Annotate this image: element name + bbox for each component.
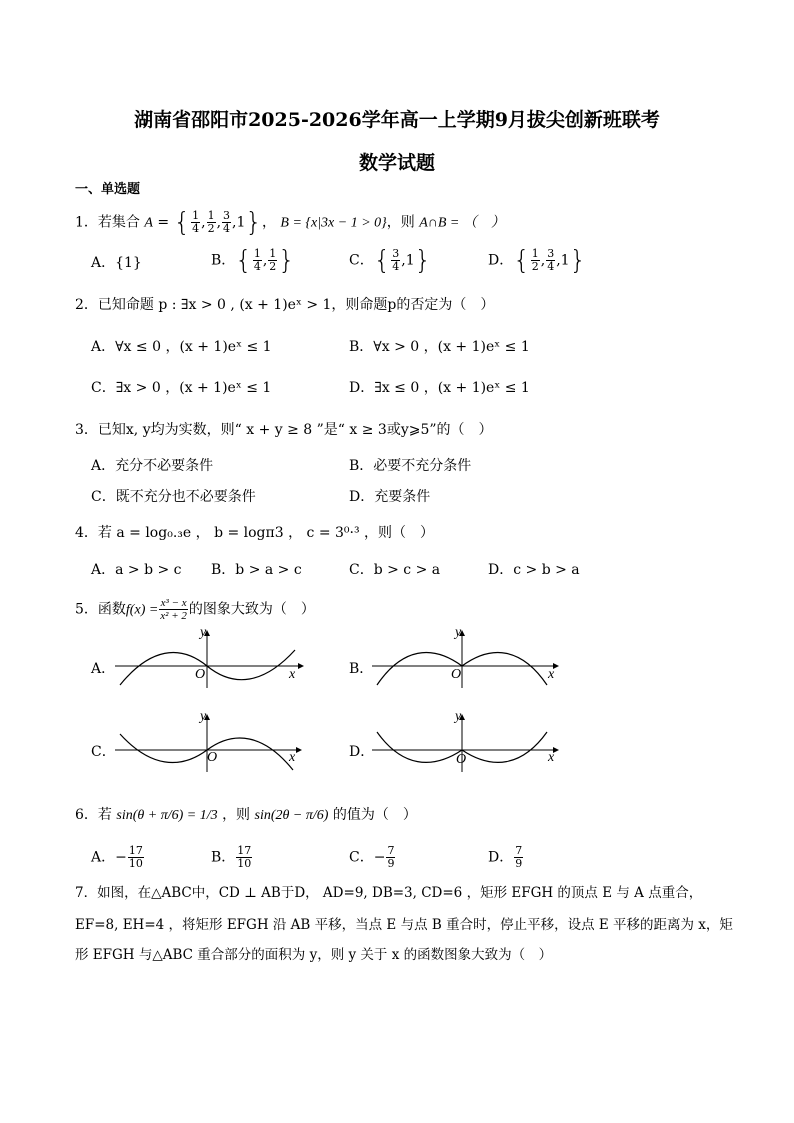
q5d-x-label: x [548, 750, 555, 765]
q6-eq2: sin(2θ − π/6) [254, 808, 329, 823]
q5b-origin: O [451, 667, 462, 682]
question-6 [75, 806, 417, 825]
q5-graph-d [372, 712, 562, 774]
q5-fraction: $\frac{\text{x³ − x}}{\text{x² + 2}}$ [160, 597, 187, 622]
q1-option-d: D．{ $\frac{1}{2}$ , $\frac{3}{4}$ ,1} [488, 245, 587, 276]
q5b-x-label: x [548, 667, 555, 682]
q5c-y-label: y [200, 709, 207, 724]
q4-option-a: A．a > b > c [91, 562, 182, 578]
q1-expr: A∩B = （ ） [419, 215, 505, 231]
question-5 [75, 597, 315, 622]
q5a-y-label: y [200, 625, 207, 640]
q5-option-c: C． [91, 744, 116, 760]
q3-option-b: B．必要不充分条件 [349, 458, 472, 474]
q5-stem-post: 的图象大致为（ ） [188, 601, 315, 618]
q5a-origin: O [195, 667, 206, 682]
q7-line-1: 7．如图，在△ABC中，CD ⊥ AB于D， AD=9, DB=3, CD=6 ，矩形 EFGH 的顶点 E 与 A 点重合， [75, 885, 703, 901]
q4-option-d: D．c > b > a [488, 562, 580, 578]
q4-option-b: B．b > a > c [211, 562, 302, 578]
question-1: 1．若集合 A = { $\frac{1}{4}$ , $\frac{1}{2}$ , $\frac{3}{4}$ ,1}， B = {x|3x − 1 > 0}，则 A∩B = （ ） [75, 207, 505, 238]
q5-graph-a [115, 628, 305, 690]
exam-subtitle: 数学试题 [358, 152, 435, 174]
q5c-origin: O [207, 750, 218, 765]
q1-stem: 1．若集合 [75, 214, 140, 231]
q5-option-b: B． [349, 661, 374, 677]
q6-option-a: A．− $\frac{17}{10}$ [91, 844, 143, 870]
q2-option-d: D．∃x ≤ 0 ，(x + 1)eˣ ≤ 1 [349, 380, 530, 396]
q5-fx: f(x) = [125, 602, 159, 618]
q5b-y-label: y [455, 625, 462, 640]
q7-line-3: 形 EFGH 与△ABC 重合部分的面积为 y，则 y 关于 x 的函数图象大致为（ ） [75, 947, 553, 963]
q5d-origin: O [456, 752, 467, 767]
q2-option-c: C．∃x > 0 ，(x + 1)eˣ ≤ 1 [91, 380, 272, 396]
q5-option-d: D． [349, 744, 375, 760]
q5c-x-label: x [289, 750, 296, 765]
q3-option-a: A．充分不必要条件 [91, 458, 214, 474]
q5a-x-label: x [289, 667, 296, 682]
q1-option-a: A．{1} [91, 255, 142, 271]
section-heading: 一、单选题 [75, 182, 141, 197]
q1-option-c: C．{ $\frac{3}{4}$ ,1} [349, 245, 432, 276]
q3-option-c: C．既不充分也不必要条件 [91, 489, 256, 505]
q6-option-d: D． $\frac{7}{9}$ [488, 844, 523, 870]
q1-tail: ，则 [386, 214, 415, 231]
q4-stem: 4．若 a = log₀.₃e ， b = logπ3 ， c = 3⁰·³ ，则（ ） [75, 525, 435, 541]
q6-eq1: sin(θ + π/6) = 1/3 [116, 808, 218, 823]
q3-option-d: D．充要条件 [349, 489, 431, 505]
q2-stem: 2．已知命题 p : ∃x > 0 , (x + 1)eˣ > 1，则命题p的否定为（ ） [75, 297, 495, 313]
q6-option-b: B． $\frac{17}{10}$ [211, 844, 252, 870]
q5-graph-b [372, 628, 562, 690]
q1-set-b: B = {x|3x − 1 > 0} [280, 215, 387, 231]
q5-option-a: A． [91, 661, 116, 677]
q5d-y-label: y [455, 709, 462, 724]
q4-option-c: C．b > c > a [349, 562, 441, 578]
q2-option-a: A．∀x ≤ 0 ，(x + 1)eˣ ≤ 1 [91, 339, 272, 355]
q6-option-c: C．− $\frac{7}{9}$ [349, 844, 395, 870]
q6-stem-pre: 6．若 [75, 807, 112, 823]
q2-option-b: B．∀x > 0 ，(x + 1)eˣ ≤ 1 [349, 339, 530, 355]
q5-stem-pre: 5．函数 [75, 601, 126, 618]
q6-stem-mid: ，则 [222, 807, 251, 823]
exam-title: 湖南省邵阳市2025-2026学年高一上学期9月拔尖创新班联考 [134, 109, 660, 131]
q3-stem: 3．已知x, y均为实数，则“ x + y ≥ 8 ”是“ x ≥ 3或y⩾5”的（ ） [75, 422, 493, 438]
q6-stem-post: 的值为（ ） [332, 807, 417, 823]
q1-option-b: B．{ $\frac{1}{4}$ , $\frac{1}{2}$ } [211, 245, 295, 276]
q1-set-a-name: A [144, 215, 153, 231]
q7-line-2: EF=8, EH=4 ，将矩形 EFGH 沿 AB 平移，当点 E 与点 B 重合时，停止平移，设点 E 平移的距离为 x，矩 [75, 917, 733, 933]
